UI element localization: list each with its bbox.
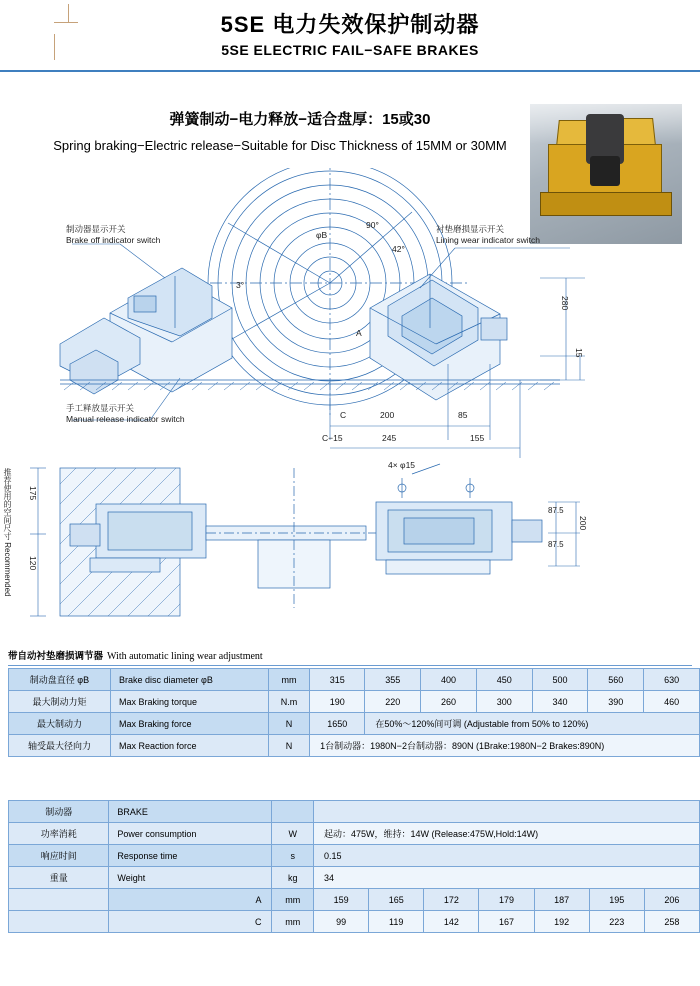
- lining-wear-note-en: With automatic lining wear adjustment: [107, 651, 263, 662]
- dim-15: 15: [574, 348, 584, 358]
- row-label-cn: 轴受最大径向力: [9, 735, 111, 757]
- table-row: [9, 669, 700, 691]
- callout-brake-off-switch-cn: 制动器显示开关: [66, 224, 126, 234]
- row-label-en: Max Braking force: [110, 713, 268, 735]
- row-unit: mm: [268, 669, 309, 691]
- technical-drawing: [0, 168, 700, 638]
- cell-value: 500: [532, 669, 588, 691]
- row-label-en: Max Reaction force: [110, 735, 268, 757]
- row-unit: N: [268, 713, 309, 735]
- cell-value: 1650: [310, 713, 365, 735]
- lining-wear-note: [8, 648, 692, 666]
- header-divider: [0, 70, 700, 72]
- callout-lining-wear-switch-en: Lining wear indicator switch: [436, 234, 540, 245]
- row-unit: N: [268, 735, 309, 757]
- dim-87-5-top: 87.5: [548, 506, 564, 515]
- callout-brake-off-switch: [66, 224, 160, 245]
- row-label-cn: 制动盘直径 φB: [9, 669, 111, 691]
- lining-wear-note-cn: 带自动衬垫磨损调节器: [8, 651, 104, 662]
- table-row: [9, 735, 700, 757]
- dim-200-right: 200: [578, 516, 588, 531]
- dim-row-letter: A: [109, 889, 272, 911]
- cell-value-span: 起动：475W，维持：14W (Release:475W,Hold:14W): [314, 823, 700, 845]
- cell-value: 187: [534, 889, 589, 911]
- row-label-en: Max Braking torque: [110, 691, 268, 713]
- cell-value: 172: [424, 889, 479, 911]
- cell-value-span: 在50%～120%间可调 (Adjustable from 50% to 120%): [365, 713, 700, 735]
- row-label-cn: 最大制动力: [9, 713, 111, 735]
- row-label-en: BRAKE: [109, 801, 272, 823]
- page-title-cn: 5SE 电力失效保护制动器: [220, 12, 480, 37]
- row-unit: N.m: [268, 691, 309, 713]
- dim-175: 175: [28, 486, 38, 501]
- cell-value: 400: [421, 669, 477, 691]
- cell-value: 355: [365, 669, 421, 691]
- spec-table-secondary: [8, 800, 700, 933]
- cell-value: 220: [365, 691, 421, 713]
- cell-value: 315: [310, 669, 365, 691]
- row-unit: [272, 801, 314, 823]
- row-label-en: Power consumption: [109, 823, 272, 845]
- cell-value-span: [314, 801, 700, 823]
- subtitle-en: Spring braking−Electric release−Suitable for Disc Thickness of 15MM or 30MM: [53, 138, 507, 153]
- dim-angle-90: 90°: [366, 220, 379, 230]
- spec-table-main: [8, 668, 700, 757]
- row-label-cn: 功率消耗: [9, 823, 109, 845]
- row-unit: mm: [272, 911, 314, 933]
- page-header: [0, 0, 700, 76]
- cell-value: 159: [314, 889, 369, 911]
- cell-value: 195: [589, 889, 644, 911]
- dim-155: 155: [470, 433, 485, 443]
- cell-value-span: 1台制动器：1980N−2台制动器：890N (1Brake:1980N−2 Brakes:890N): [310, 735, 700, 757]
- cell-value: 192: [534, 911, 589, 933]
- row-label-en: Brake disc diameter φB: [110, 669, 268, 691]
- callout-manual-release-switch-cn: 手工释放显示开关: [66, 403, 135, 413]
- dim-245: 245: [382, 433, 397, 443]
- dim-letter-c: C: [340, 410, 347, 420]
- table-row: [9, 867, 700, 889]
- callout-brake-off-switch-en: Brake off indicator switch: [66, 234, 161, 245]
- cell-value: 560: [588, 669, 644, 691]
- row-label-cn: 响应时间: [9, 845, 109, 867]
- cell-value: 206: [644, 889, 699, 911]
- callout-manual-release-switch-en: Manual release indicator switch: [66, 413, 185, 424]
- dim-87-5-bottom: 87.5: [548, 540, 564, 549]
- cell-value: 450: [476, 669, 532, 691]
- table-row: [9, 845, 700, 867]
- cell-value: 258: [644, 911, 699, 933]
- table-row: [9, 911, 700, 933]
- row-label-en: Response time: [109, 845, 272, 867]
- cell-value: 630: [644, 669, 700, 691]
- page-title-en: 5SE ELECTRIC FAIL−SAFE BRAKES: [221, 42, 479, 58]
- cell-value: 165: [369, 889, 424, 911]
- dim-holes: 4× φ15: [388, 460, 416, 470]
- row-unit: s: [272, 845, 314, 867]
- cell-value: 260: [421, 691, 477, 713]
- callout-manual-release-switch: [66, 403, 185, 424]
- row-label-cn: 最大制动力矩: [9, 691, 111, 713]
- side-note-en: Recommended: [3, 542, 12, 597]
- cell-value: 179: [479, 889, 534, 911]
- cell-value: 99: [314, 911, 369, 933]
- table-row: [9, 889, 700, 911]
- row-unit: mm: [272, 889, 314, 911]
- subtitle-cn: 弹簧制动−电力释放−适合盘厚：15或30: [169, 111, 431, 128]
- cell-value-span: 0.15: [314, 845, 700, 867]
- side-note-cn: 推荐使用的空间尺寸: [3, 468, 12, 540]
- table-row: [9, 713, 700, 735]
- row-label-blank: [9, 889, 109, 911]
- cell-value: 167: [479, 911, 534, 933]
- dim-letter-a: A: [356, 328, 362, 338]
- dim-280: 280: [560, 296, 570, 311]
- table-row: [9, 691, 700, 713]
- dim-120: 120: [28, 556, 38, 571]
- cell-value: 190: [310, 691, 365, 713]
- dim-c-minus-15: C−15: [322, 433, 343, 443]
- dim-phi-b: φB: [316, 230, 328, 240]
- row-label-cn: 制动器: [9, 801, 109, 823]
- cell-value: 390: [588, 691, 644, 713]
- row-unit: W: [272, 823, 314, 845]
- table-row: [9, 801, 700, 823]
- row-label-en: Weight: [109, 867, 272, 889]
- table-row: [9, 823, 700, 845]
- callout-lining-wear-switch: [436, 224, 540, 245]
- dim-200: 200: [380, 410, 395, 420]
- side-note-recommended: [2, 468, 12, 598]
- dim-angle-3: 3°: [236, 280, 245, 290]
- row-label-blank: [9, 911, 109, 933]
- cell-value: 142: [424, 911, 479, 933]
- dim-85: 85: [458, 410, 468, 420]
- dim-angle-42: 42°: [392, 244, 405, 254]
- cell-value: 460: [644, 691, 700, 713]
- cell-value: 223: [589, 911, 644, 933]
- dim-row-letter: C: [109, 911, 272, 933]
- cell-value: 119: [369, 911, 424, 933]
- cell-value: 340: [532, 691, 588, 713]
- row-label-cn: 重量: [9, 867, 109, 889]
- cell-value-span: 34: [314, 867, 700, 889]
- callout-lining-wear-switch-cn: 衬垫磨损显示开关: [436, 224, 505, 234]
- row-unit: kg: [272, 867, 314, 889]
- cell-value: 300: [476, 691, 532, 713]
